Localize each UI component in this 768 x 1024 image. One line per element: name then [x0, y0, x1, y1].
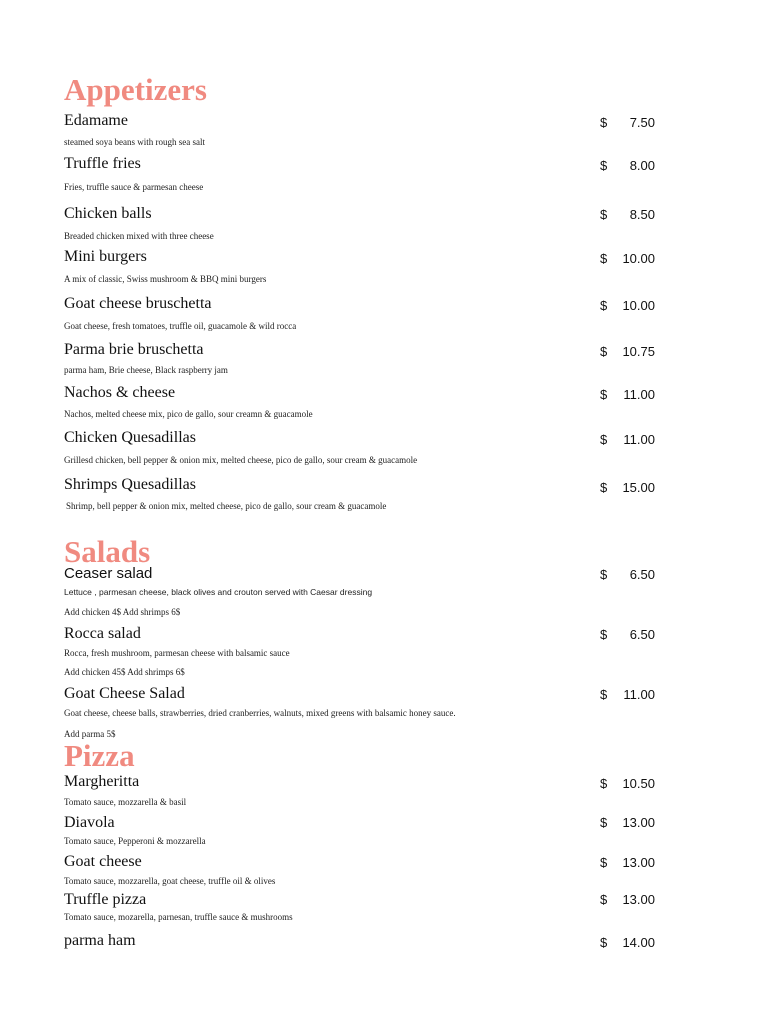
item-addon: Add chicken 4$ Add shrimps 6$ — [64, 607, 181, 617]
item-description: Tomato sauce, mozarella, parnesan, truffle sauce & mushrooms — [64, 912, 293, 922]
item-name: Nachos & cheese — [64, 384, 176, 401]
currency-symbol: $ — [600, 298, 608, 313]
item-price: 13.00 — [622, 815, 655, 830]
item-name: Goat cheese — [64, 853, 142, 870]
item-description: Breaded chicken mixed with three cheese — [64, 231, 214, 241]
item-price: 6.50 — [629, 567, 655, 582]
item-price: 6.50 — [629, 627, 655, 642]
currency-symbol: $ — [600, 627, 608, 642]
section-heading-pizza: Pizza — [64, 738, 135, 773]
currency-symbol: $ — [600, 251, 608, 266]
item-price: 8.50 — [629, 207, 655, 222]
item-price: 10.00 — [622, 298, 655, 313]
item-description: Rocca, fresh mushroom, parmesan cheese with balsamic sauce — [64, 648, 290, 658]
item-name: parma ham — [64, 932, 136, 949]
item-name: Shrimps Quesadillas — [64, 476, 196, 493]
item-name: Parma brie bruschetta — [64, 341, 204, 358]
currency-symbol: $ — [600, 432, 608, 447]
item-description: parma ham, Brie cheese, Black raspberry jam — [64, 365, 228, 375]
item-price: 14.00 — [622, 935, 655, 950]
item-description: A mix of classic, Swiss mushroom & BBQ mini burgers — [64, 274, 267, 284]
item-name: Diavola — [64, 814, 115, 831]
currency-symbol: $ — [600, 387, 608, 402]
item-description: Tomato sauce, mozzarella, goat cheese, truffle oil & olives — [64, 876, 276, 886]
item-name: Ceaser salad — [64, 565, 153, 582]
item-description: Tomato sauce, mozzarella & basil — [64, 797, 187, 807]
item-name: Goat cheese bruschetta — [64, 295, 212, 312]
currency-symbol: $ — [600, 855, 608, 870]
item-price: 11.00 — [623, 687, 655, 702]
currency-symbol: $ — [600, 567, 608, 582]
item-price: 11.00 — [623, 432, 655, 447]
currency-symbol: $ — [600, 115, 608, 130]
item-price: 10.00 — [622, 251, 655, 266]
item-name: Rocca salad — [64, 625, 141, 642]
item-name: Chicken balls — [64, 205, 152, 222]
item-name: Mini burgers — [64, 248, 147, 265]
item-addon: Add chicken 45$ Add shrimps 6$ — [64, 667, 185, 677]
currency-symbol: $ — [600, 207, 608, 222]
item-description: steamed soya beans with rough sea salt — [64, 137, 205, 147]
currency-symbol: $ — [600, 687, 608, 702]
item-description: Lettuce , parmesan cheese, black olives and crouton served with Caesar dressing — [64, 587, 373, 597]
item-description: Goat cheese, fresh tomatoes, truffle oil, guacamole & wild rocca — [64, 321, 297, 331]
item-price: 15.00 — [622, 480, 655, 495]
item-price: 8.00 — [629, 158, 655, 173]
currency-symbol: $ — [600, 158, 608, 173]
item-price: 11.00 — [623, 387, 655, 402]
item-description: Tomato sauce, Pepperoni & mozzarella — [64, 836, 206, 846]
item-price: 10.50 — [622, 776, 655, 791]
currency-symbol: $ — [600, 344, 608, 359]
item-name: Edamame — [64, 112, 128, 129]
currency-symbol: $ — [600, 815, 608, 830]
currency-symbol: $ — [600, 480, 608, 495]
section-heading-salads: Salads — [64, 534, 151, 569]
item-price: 10.75 — [622, 344, 655, 359]
item-description: Grillesd chicken, bell pepper & onion mix, melted cheese, pico de gallo, sour cream & guacamole — [64, 455, 418, 465]
item-name: Margheritta — [64, 773, 140, 790]
item-description: Goat cheese, cheese balls, strawberries, dried cranberries, walnuts, mixed greens with balsamic honey sauce. — [64, 708, 456, 718]
item-name: Chicken Quesadillas — [64, 429, 196, 446]
item-description: Fries, truffle sauce & parmesan cheese — [64, 182, 204, 192]
item-price: 13.00 — [622, 855, 655, 870]
item-name: Truffle fries — [64, 155, 141, 172]
item-name: Truffle pizza — [64, 891, 147, 908]
item-price: 13.00 — [622, 892, 655, 907]
item-addon: Add parma 5$ — [64, 729, 116, 739]
currency-symbol: $ — [600, 935, 608, 950]
item-price: 7.50 — [629, 115, 655, 130]
item-description: Nachos, melted cheese mix, pico de gallo, sour creamn & guacamole — [64, 409, 313, 419]
currency-symbol: $ — [600, 776, 608, 791]
item-description: Shrimp, bell pepper & onion mix, melted cheese, pico de gallo, sour cream & guacamole — [66, 501, 387, 511]
item-name: Goat Cheese Salad — [64, 685, 185, 702]
currency-symbol: $ — [600, 892, 608, 907]
section-heading-appetizers: Appetizers — [64, 72, 207, 107]
